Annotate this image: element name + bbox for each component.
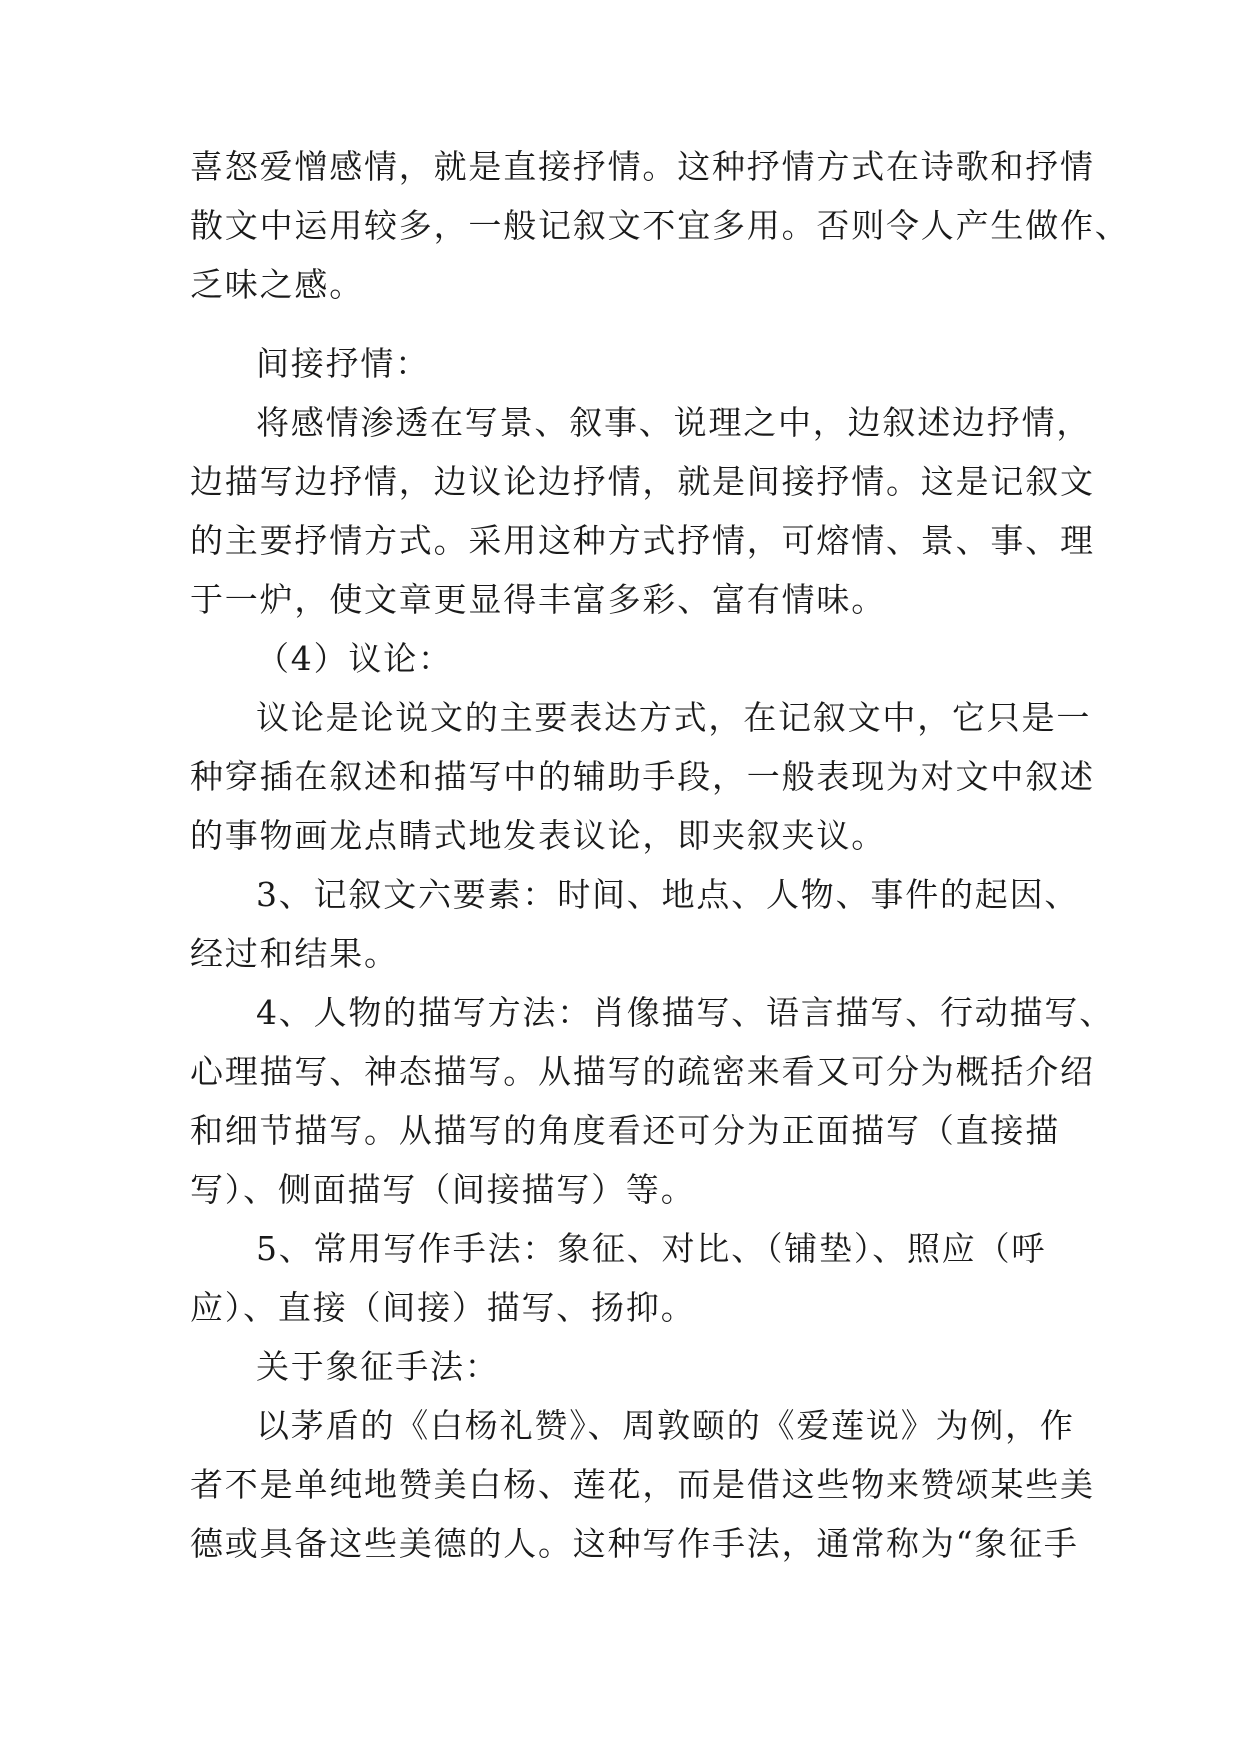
text-line: 喜怒爱憎感情，就是直接抒情。这种抒情方式在诗歌和抒情 — [190, 147, 1095, 186]
text-line: 于一炉，使文章更显得丰富多彩、富有情味。 — [190, 580, 886, 619]
text-line: 5、常用写作手法：象征、对比、（铺垫）、照应（呼 — [256, 1229, 1047, 1268]
text-line: 经过和结果。 — [190, 934, 399, 973]
text-line: 种穿插在叙述和描写中的辅助手段，一般表现为对文中叙述 — [190, 757, 1095, 796]
text-line: 的主要抒情方式。采用这种方式抒情，可熔情、景、事、理 — [190, 521, 1095, 560]
text-line: 写）、侧面描写（间接描写）等。 — [190, 1170, 696, 1209]
text-line: 乏味之感。 — [190, 265, 364, 304]
text-line: 4、人物的描写方法：肖像描写、语言描写、行动描写、 — [256, 993, 1114, 1032]
text-line: 3、记叙文六要素：时间、地点、人物、事件的起因、 — [256, 875, 1080, 914]
text-line: 者不是单纯地赞美白杨、莲花，而是借这些物来赞颂某些美 — [190, 1465, 1095, 1504]
text-line: 心理描写、神态描写。从描写的疏密来看又可分为概括介绍 — [190, 1052, 1095, 1091]
text-line: 边描写边抒情，边议论边抒情，就是间接抒情。这是记叙文 — [190, 462, 1095, 501]
text-line: 应）、直接（间接）描写、扬抑。 — [190, 1288, 696, 1327]
text-line: 将感情渗透在写景、叙事、说理之中，边叙述边抒情， — [256, 403, 1092, 442]
text-line: 以茅盾的《白杨礼赞》、周敦颐的《爱莲说》为例，作 — [256, 1406, 1075, 1445]
text-line: 关于象征手法： — [256, 1347, 500, 1386]
text-line: 议论是论说文的主要表达方式，在记叙文中，它只是一 — [256, 698, 1092, 737]
text-line: 的事物画龙点睛式地发表议论，即夹叙夹议。 — [190, 816, 886, 855]
text-line: （4）议论： — [256, 639, 453, 678]
text-line: 间接抒情： — [256, 344, 430, 383]
text-line: 和细节描写。从描写的角度看还可分为正面描写（直接描 — [190, 1111, 1060, 1150]
text-line: 德或具备这些美德的人。这种写作手法，通常称为“象征手 — [190, 1524, 1079, 1563]
text-line: 散文中运用较多，一般记叙文不宜多用。否则令人产生做作、 — [190, 206, 1130, 245]
